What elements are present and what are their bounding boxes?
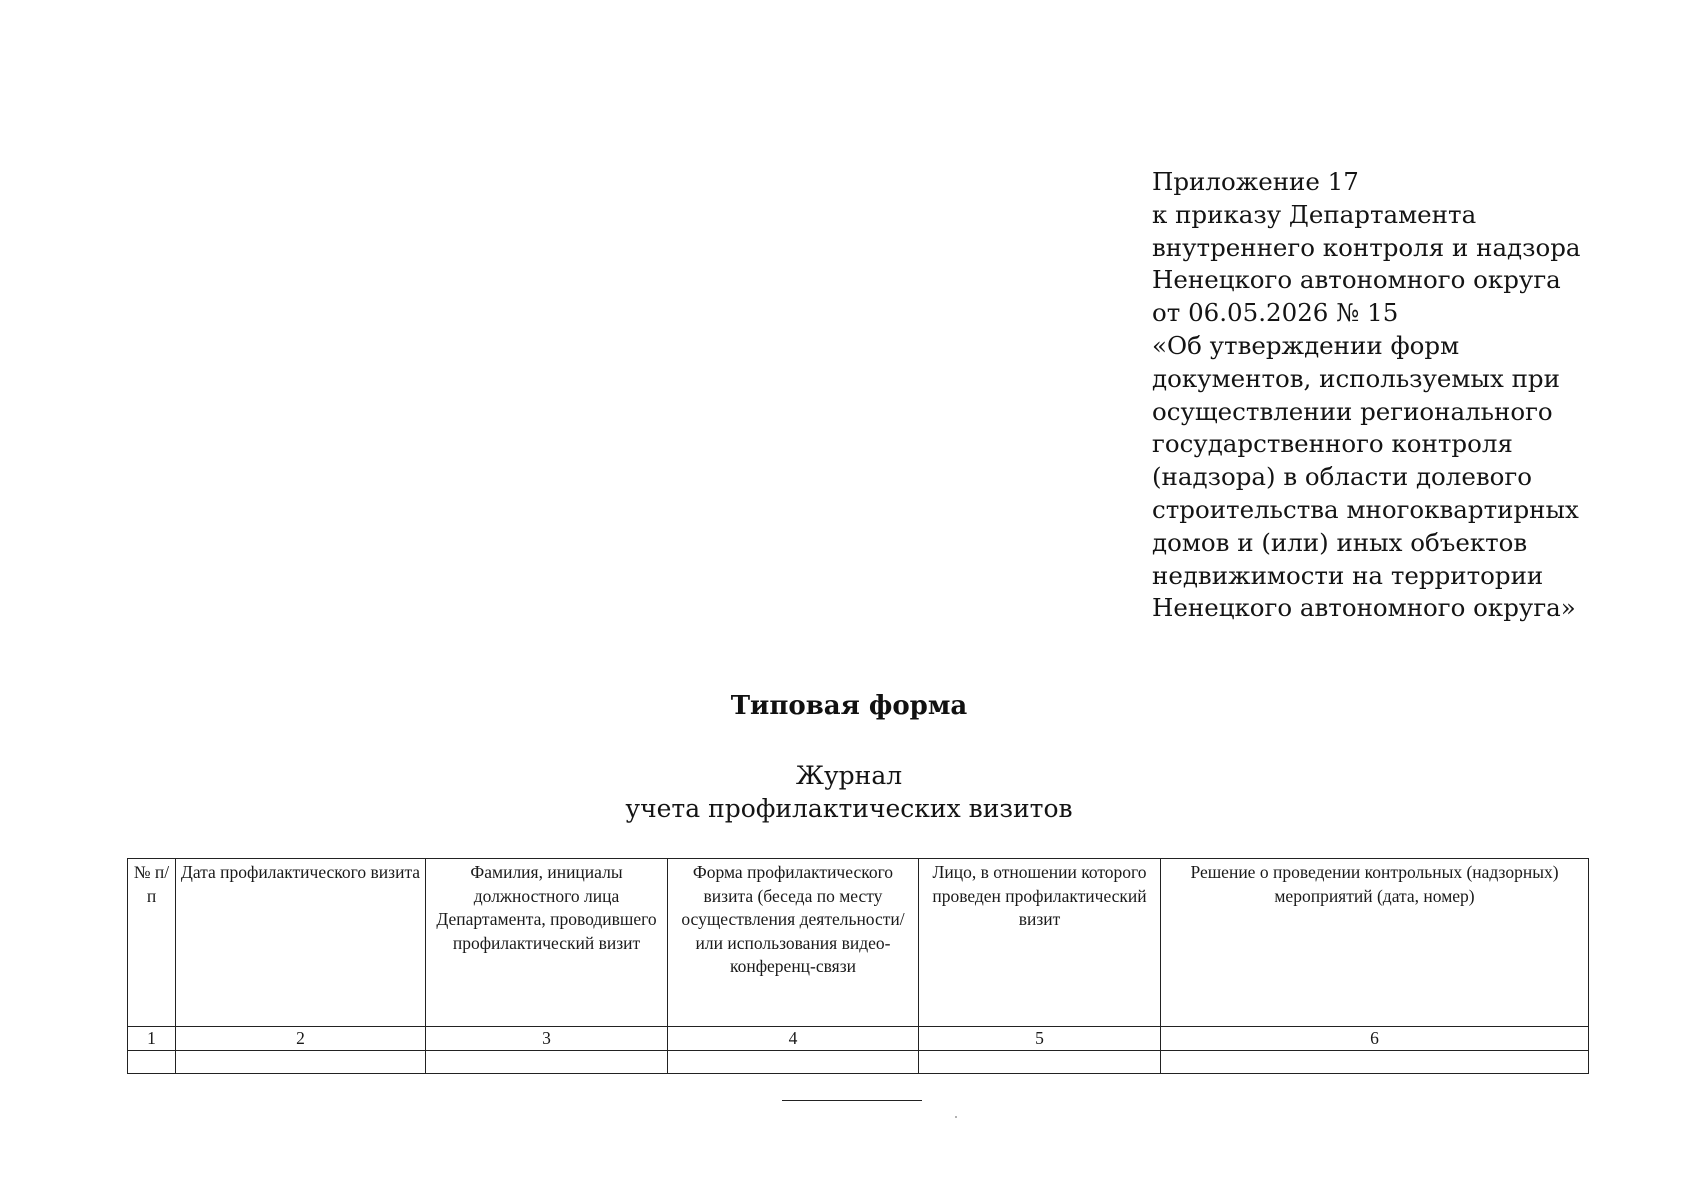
appendix-line: домов и (или) иных объектов [1152,527,1528,557]
empty-cell [176,1051,426,1074]
appendix-line: строительства многоквартирных [1152,494,1579,524]
form-type-heading: Типовая форма [730,691,968,721]
appendix-line: Ненецкого автономного округа» [1152,593,1576,623]
appendix-line: внутреннего контроля и надзора [1152,232,1581,262]
column-number: 3 [426,1027,668,1051]
journal-title [0,760,1698,825]
scan-speck [955,1116,957,1118]
column-number: 2 [176,1027,426,1051]
empty-cell [668,1051,919,1074]
column-number: 4 [668,1027,919,1051]
appendix-line: «Об утверждении форм [1152,330,1460,360]
appendix-line: к приказу Департамента [1152,199,1477,229]
empty-cell [1161,1051,1589,1074]
appendix-line: Ненецкого автономного округа [1152,265,1561,295]
table-row [128,1051,1589,1074]
appendix-block [1152,166,1592,625]
empty-cell [128,1051,176,1074]
appendix-line: осуществлении регионального [1152,396,1553,426]
journal-table [127,858,1589,1074]
empty-cell [919,1051,1161,1074]
closing-rule [782,1100,922,1101]
header-number: № п/ п [128,859,176,1027]
column-number: 1 [128,1027,176,1051]
journal-title-line2: учета профилактических визитов [625,793,1073,823]
header-official-name: Фамилия, инициалы должностного лица Департамента, проводившего профилактический визит [426,859,668,1027]
appendix-line: (надзора) в области долевого [1152,462,1533,492]
header-visited-person: Лицо, в отношении которого проведен профилактический визит [919,859,1161,1027]
appendix-line: недвижимости на территории [1152,560,1544,590]
column-number: 6 [1161,1027,1589,1051]
appendix-line: от 06.05.2026 № 15 [1152,298,1399,328]
column-number: 5 [919,1027,1161,1051]
appendix-line: государственного контроля [1152,429,1513,459]
appendix-line: Приложение 17 [1152,167,1359,196]
header-visit-form: Форма профилактического визита (беседа по месту осуществления деятельности/ или использования видео-конференц-связи [668,859,919,1027]
empty-cell [426,1051,668,1074]
header-visit-date: Дата профилактического визита [176,859,426,1027]
column-number-row [128,1027,1589,1051]
header-control-decision: Решение о проведении контрольных (надзорных) мероприятий (дата, номер) [1161,859,1589,1027]
journal-title-line1: Журнал [795,761,903,790]
appendix-line: документов, используемых при [1152,363,1560,393]
table-header-row [128,859,1589,1027]
